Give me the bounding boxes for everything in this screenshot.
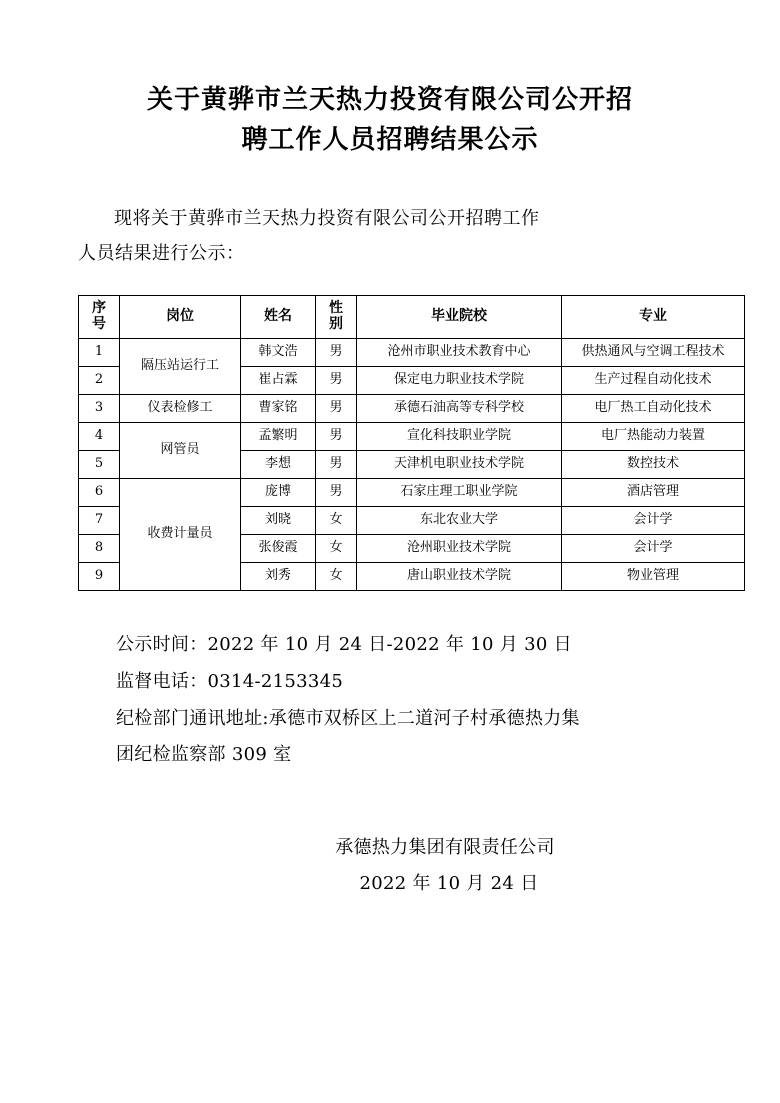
cell-name: 庞博 [241,478,316,506]
address-line-2: 团纪检监察部 309 室 [116,744,292,766]
cell-gender: 男 [316,478,357,506]
cell-gender: 男 [316,338,357,366]
recruitment-results-table [78,295,745,591]
cell-major: 电厂热能动力装置 [562,422,745,450]
cell-no: 4 [79,422,120,450]
cell-school: 承德石油高等专科学校 [357,394,562,422]
cell-major: 会计学 [562,534,745,562]
address-line-1: 纪检部门通讯地址:承德市双桥区上二道河子村承德热力集 [116,707,580,729]
column-header-school: 毕业院校 [357,295,562,338]
column-header-gender-line-2: 别 [329,315,343,332]
cell-name: 刘秀 [241,562,316,590]
cell-name: 崔占霖 [241,366,316,394]
cell-no: 2 [79,366,120,394]
publicity-period-text: 公示时间：2022 年 10 月 24 日-2022 年 10 月 30 日 [116,633,572,655]
cell-school: 石家庄理工职业学院 [357,478,562,506]
notes-section [78,591,702,775]
cell-no: 6 [79,478,120,506]
cell-major: 供热通风与空调工程技术 [562,338,745,366]
cell-no: 3 [79,394,120,422]
column-header-major: 专业 [562,295,745,338]
cell-name: 孟繁明 [241,422,316,450]
cell-major: 生产过程自动化技术 [562,366,745,394]
cell-post: 网管员 [120,422,241,478]
cell-no: 5 [79,450,120,478]
cell-gender: 女 [316,562,357,590]
cell-school: 天津机电职业技术学院 [357,450,562,478]
table-header-row [79,295,745,338]
signature-block [78,774,702,902]
cell-gender: 男 [316,450,357,478]
cell-name: 曹家铭 [241,394,316,422]
table-row [79,478,745,506]
signature-date: 2022 年 10 月 24 日 [359,873,539,895]
intro-paragraph [78,161,702,271]
cell-gender: 男 [316,422,357,450]
cell-school: 沧州职业技术学院 [357,534,562,562]
signature-company: 承德热力集团有限责任公司 [335,837,555,859]
cell-major: 会计学 [562,506,745,534]
cell-school: 保定电力职业技术学院 [357,366,562,394]
cell-gender: 女 [316,534,357,562]
cell-post: 仪表检修工 [120,394,241,422]
column-header-no-line-1: 序 [92,300,106,317]
cell-gender: 男 [316,366,357,394]
intro-line-2: 人员结果进行公示： [78,242,245,264]
cell-name: 张俊霞 [241,534,316,562]
cell-major: 物业管理 [562,562,745,590]
intro-line-1: 现将关于黄骅市兰天热力投资有限公司公开招聘工作 [114,207,540,229]
cell-gender: 女 [316,506,357,534]
cell-major: 电厂热工自动化技术 [562,394,745,422]
column-header-post: 岗位 [120,295,241,338]
table-header [79,295,745,338]
column-header-no [79,295,120,338]
column-header-gender-line-1: 性 [329,300,343,317]
column-header-name: 姓名 [241,295,316,338]
cell-school: 唐山职业技术学院 [357,562,562,590]
cell-post: 隔压站运行工 [120,338,241,394]
cell-school: 东北农业大学 [357,506,562,534]
page-title-line-2: 聘工作人员招聘结果公示 [241,125,539,156]
page-title [78,0,702,161]
supervision-phone-text: 监督电话：0314-2153345 [116,670,344,692]
cell-no: 1 [79,338,120,366]
cell-school: 沧州市职业技术教育中心 [357,338,562,366]
cell-name: 韩文浩 [241,338,316,366]
cell-school: 宣化科技职业学院 [357,422,562,450]
page-title-line-1: 关于黄骅市兰天热力投资有限公司公开招 [146,85,633,115]
cell-no: 7 [79,506,120,534]
cell-gender: 男 [316,394,357,422]
cell-post: 收费计量员 [120,478,241,590]
cell-major: 数控技术 [562,450,745,478]
column-header-no-line-2: 号 [92,315,106,332]
cell-name: 刘晓 [241,506,316,534]
cell-major: 酒店管理 [562,478,745,506]
cell-no: 8 [79,534,120,562]
table-row [79,394,745,422]
cell-no: 9 [79,562,120,590]
column-header-gender [316,295,357,338]
table-row [79,338,745,366]
cell-name: 李想 [241,450,316,478]
table-row [79,422,745,450]
table-body [79,338,745,590]
